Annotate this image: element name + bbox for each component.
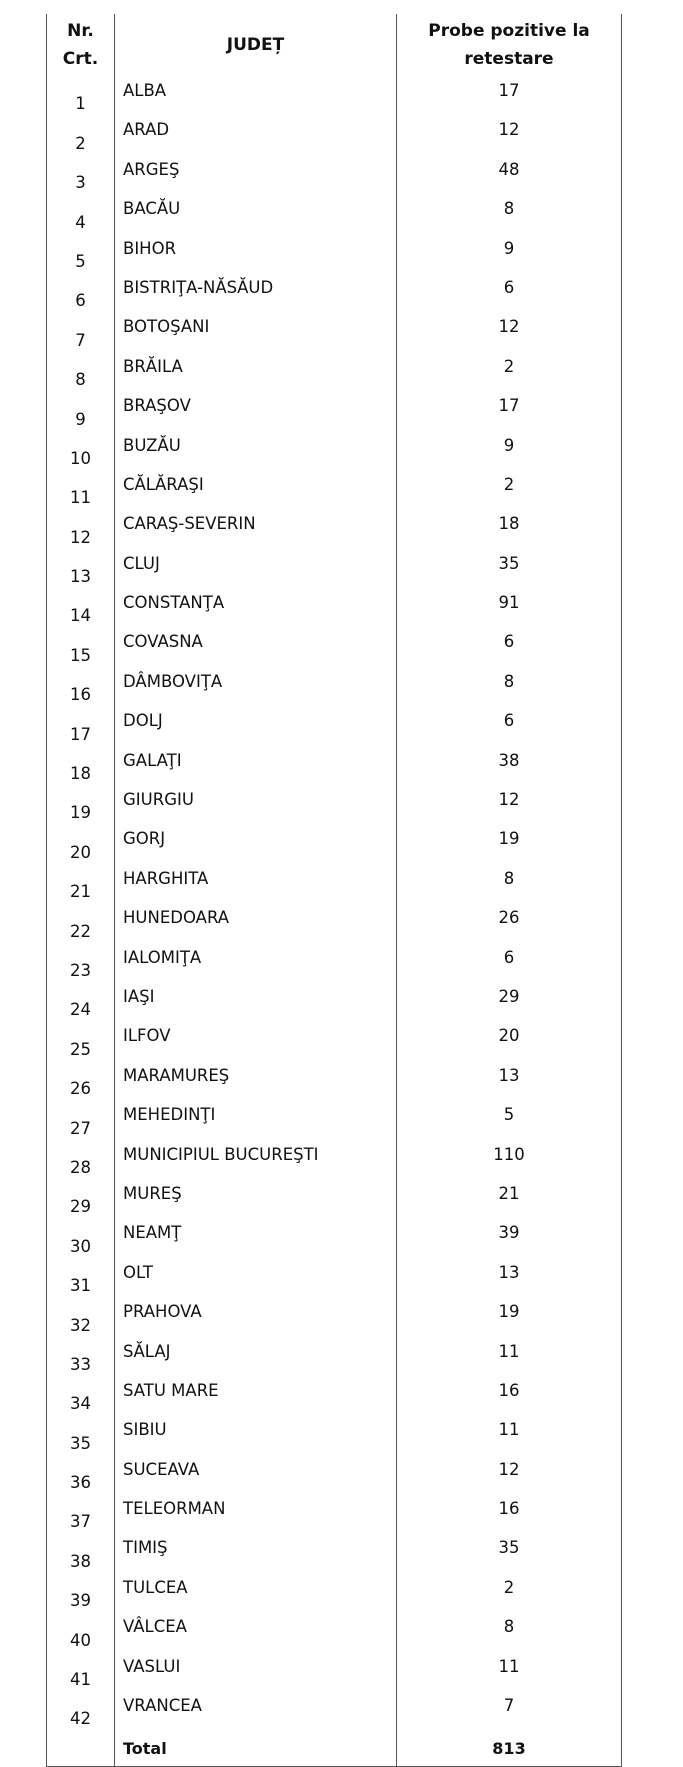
positive-count: 16: [397, 1494, 622, 1533]
judet-name: SATU MARE: [115, 1376, 397, 1415]
positive-count: 13: [397, 1258, 622, 1297]
header-judet-label: JUDEȚ: [226, 35, 285, 55]
row-number: 16: [47, 667, 115, 706]
row-number: 22: [47, 903, 115, 942]
positive-count: 8: [397, 667, 622, 706]
table-row: [47, 549, 622, 588]
judet-name: CLUJ: [115, 549, 397, 588]
judet-name: SUCEAVA: [115, 1455, 397, 1494]
positive-count: 17: [397, 76, 622, 115]
judet-name: BOTOŞANI: [115, 312, 397, 351]
row-number: 14: [47, 588, 115, 627]
judet-name: PRAHOVA: [115, 1297, 397, 1336]
positive-count: 16: [397, 1376, 622, 1415]
judet-name: SĂLAJ: [115, 1337, 397, 1376]
judet-name: TIMIŞ: [115, 1533, 397, 1572]
table-row: [47, 903, 622, 942]
table-footer: [47, 1730, 622, 1767]
row-number: 41: [47, 1652, 115, 1691]
total-label: Total: [115, 1730, 397, 1767]
positive-count: 5: [397, 1100, 622, 1139]
row-number: 10: [47, 431, 115, 470]
table-row: [47, 312, 622, 351]
table-row: [47, 864, 622, 903]
table-row: [47, 1258, 622, 1297]
row-number: 20: [47, 824, 115, 863]
row-number: 2: [47, 115, 115, 154]
judet-name: ARAD: [115, 115, 397, 154]
table-row: [47, 1573, 622, 1612]
positive-count: 12: [397, 312, 622, 351]
row-number: 36: [47, 1455, 115, 1494]
table-row: [47, 706, 622, 745]
positive-count: 91: [397, 588, 622, 627]
table-row: [47, 1061, 622, 1100]
judet-name: VÂLCEA: [115, 1612, 397, 1651]
positive-count: 48: [397, 155, 622, 194]
row-number: 23: [47, 943, 115, 982]
header-probe-line2: retestare: [464, 49, 554, 69]
row-number: 9: [47, 391, 115, 430]
row-number: 3: [47, 155, 115, 194]
row-number: 12: [47, 509, 115, 548]
judet-name: HARGHITA: [115, 864, 397, 903]
table-row: [47, 1455, 622, 1494]
judet-name: BUZĂU: [115, 431, 397, 470]
table-row: [47, 155, 622, 194]
positive-count: 12: [397, 785, 622, 824]
row-number: 26: [47, 1061, 115, 1100]
row-number: 15: [47, 627, 115, 666]
judet-name: NEAMŢ: [115, 1218, 397, 1257]
table-row: [47, 746, 622, 785]
table-row: [47, 470, 622, 509]
row-number: 5: [47, 234, 115, 273]
row-number: 17: [47, 706, 115, 745]
table-row: [47, 391, 622, 430]
row-number: 1: [47, 76, 115, 115]
judet-name: CARAŞ-SEVERIN: [115, 509, 397, 548]
positive-count: 26: [397, 903, 622, 942]
table-row: [47, 982, 622, 1021]
positive-count: 11: [397, 1652, 622, 1691]
header-probe-pozitive: [397, 14, 622, 76]
judet-name: MUREŞ: [115, 1179, 397, 1218]
positive-count: 8: [397, 194, 622, 233]
header-judet: [115, 14, 397, 76]
positive-count: 11: [397, 1415, 622, 1454]
judet-name: BACĂU: [115, 194, 397, 233]
table-row: [47, 431, 622, 470]
row-number: 42: [47, 1691, 115, 1730]
table-row: [47, 273, 622, 312]
table-row: [47, 1100, 622, 1139]
row-number: 13: [47, 549, 115, 588]
judet-name: BRĂILA: [115, 352, 397, 391]
judet-name: TELEORMAN: [115, 1494, 397, 1533]
positive-count: 35: [397, 1533, 622, 1572]
table-row: [47, 1376, 622, 1415]
positive-count: 6: [397, 273, 622, 312]
positive-count: 6: [397, 627, 622, 666]
row-number: 40: [47, 1612, 115, 1651]
row-number: 18: [47, 746, 115, 785]
row-number: 34: [47, 1376, 115, 1415]
total-row: [47, 1730, 622, 1767]
positive-count: 19: [397, 1297, 622, 1336]
table-row: [47, 234, 622, 273]
judet-name: COVASNA: [115, 627, 397, 666]
judet-name: ILFOV: [115, 1021, 397, 1060]
judet-name: GIURGIU: [115, 785, 397, 824]
judet-name: SIBIU: [115, 1415, 397, 1454]
row-number: 7: [47, 312, 115, 351]
row-number: 32: [47, 1297, 115, 1336]
judet-name: VASLUI: [115, 1652, 397, 1691]
judet-name: GORJ: [115, 824, 397, 863]
positive-count: 13: [397, 1061, 622, 1100]
table-row: [47, 588, 622, 627]
table-row: [47, 627, 622, 666]
table-body: [47, 76, 622, 1730]
table-row: [47, 509, 622, 548]
row-number: 39: [47, 1573, 115, 1612]
table-row: [47, 1179, 622, 1218]
judet-name: ARGEŞ: [115, 155, 397, 194]
judet-name: MARAMUREŞ: [115, 1061, 397, 1100]
positive-count: 39: [397, 1218, 622, 1257]
judet-name: BRAŞOV: [115, 391, 397, 430]
positive-count: 2: [397, 352, 622, 391]
table-row: [47, 1652, 622, 1691]
row-number: 4: [47, 194, 115, 233]
judet-name: TULCEA: [115, 1573, 397, 1612]
row-number: 24: [47, 982, 115, 1021]
table-row: [47, 1218, 622, 1257]
row-number: 29: [47, 1179, 115, 1218]
positive-count: 110: [397, 1140, 622, 1179]
positive-count: 12: [397, 1455, 622, 1494]
header-probe-line1: Probe pozitive la: [428, 21, 590, 41]
judet-name: BIHOR: [115, 234, 397, 273]
positive-count: 8: [397, 1612, 622, 1651]
judet-name: CĂLĂRAŞI: [115, 470, 397, 509]
row-number: 6: [47, 273, 115, 312]
table-row: [47, 1021, 622, 1060]
judet-name: BISTRIŢA-NĂSĂUD: [115, 273, 397, 312]
row-number: 21: [47, 864, 115, 903]
judet-name: DOLJ: [115, 706, 397, 745]
positive-count: 6: [397, 706, 622, 745]
table-row: [47, 667, 622, 706]
positive-count: 9: [397, 431, 622, 470]
positive-count: 2: [397, 470, 622, 509]
judet-name: IAŞI: [115, 982, 397, 1021]
positive-count: 38: [397, 746, 622, 785]
header-nr-line1: Nr.: [67, 21, 94, 41]
header-row: [47, 14, 622, 76]
row-number: 37: [47, 1494, 115, 1533]
judet-name: HUNEDOARA: [115, 903, 397, 942]
header-nr-line2: Crt.: [62, 49, 99, 69]
retest-positive-table: [46, 14, 622, 1767]
judet-name: MEHEDINŢI: [115, 1100, 397, 1139]
positive-count: 7: [397, 1691, 622, 1730]
table-row: [47, 194, 622, 233]
table-row: [47, 1691, 622, 1730]
table-row: [47, 1337, 622, 1376]
row-number: 31: [47, 1258, 115, 1297]
header-nr-crt: [47, 14, 115, 76]
row-number: 33: [47, 1337, 115, 1376]
table-row: [47, 824, 622, 863]
table-row: [47, 76, 622, 115]
judet-name: DÂMBOVIŢA: [115, 667, 397, 706]
row-number: 25: [47, 1021, 115, 1060]
table-row: [47, 1612, 622, 1651]
row-number: 38: [47, 1533, 115, 1572]
total-nr-cell: [47, 1730, 115, 1767]
positive-count: 21: [397, 1179, 622, 1218]
row-number: 30: [47, 1218, 115, 1257]
table-header: [47, 14, 622, 76]
positive-count: 35: [397, 549, 622, 588]
table-row: [47, 1533, 622, 1572]
row-number: 27: [47, 1100, 115, 1139]
positive-count: 6: [397, 943, 622, 982]
total-value: 813: [397, 1730, 622, 1767]
positive-count: 20: [397, 1021, 622, 1060]
judet-name: IALOMIŢA: [115, 943, 397, 982]
table-row: [47, 1140, 622, 1179]
row-number: 35: [47, 1415, 115, 1454]
table-row: [47, 115, 622, 154]
judet-name: CONSTANŢA: [115, 588, 397, 627]
table-row: [47, 1415, 622, 1454]
row-number: 28: [47, 1140, 115, 1179]
judet-name: MUNICIPIUL BUCUREŞTI: [115, 1140, 397, 1179]
positive-count: 11: [397, 1337, 622, 1376]
positive-count: 2: [397, 1573, 622, 1612]
positive-count: 8: [397, 864, 622, 903]
judet-name: OLT: [115, 1258, 397, 1297]
row-number: 11: [47, 470, 115, 509]
row-number: 8: [47, 352, 115, 391]
positive-count: 19: [397, 824, 622, 863]
table-row: [47, 785, 622, 824]
row-number: 19: [47, 785, 115, 824]
table-row: [47, 1297, 622, 1336]
table-row: [47, 943, 622, 982]
judet-name: VRANCEA: [115, 1691, 397, 1730]
positive-count: 12: [397, 115, 622, 154]
positive-count: 17: [397, 391, 622, 430]
table-row: [47, 352, 622, 391]
positive-count: 18: [397, 509, 622, 548]
judet-name: ALBA: [115, 76, 397, 115]
table-row: [47, 1494, 622, 1533]
positive-count: 29: [397, 982, 622, 1021]
positive-count: 9: [397, 234, 622, 273]
judet-name: GALAŢI: [115, 746, 397, 785]
